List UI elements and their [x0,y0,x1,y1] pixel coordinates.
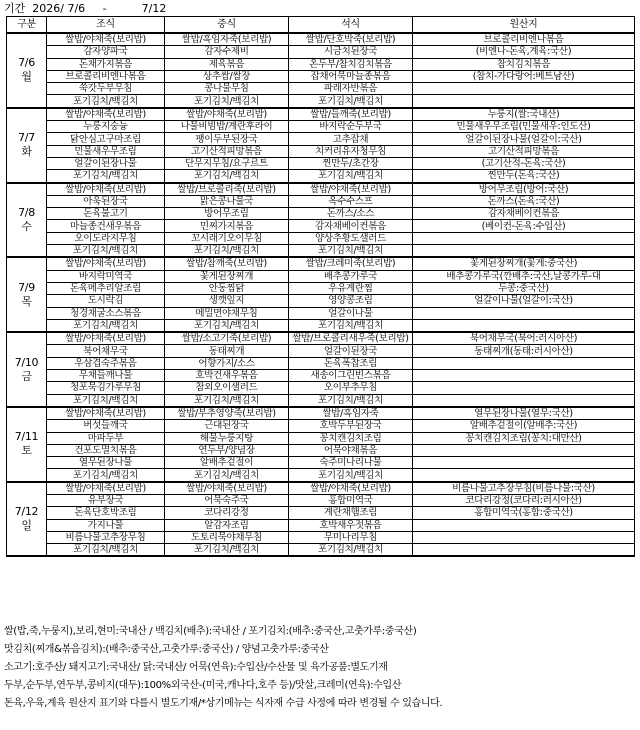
menu-row [7,332,635,345]
origin-cell [413,444,635,456]
lunch-cell: 참외오이샐러드 [165,382,289,394]
dinner-cell: 파래자반볶음 [289,83,413,95]
day-date: 7/11 [14,430,39,444]
day-weekday: 목 [21,294,32,308]
dinner-cell: 오이부추무침 [289,382,413,394]
origin-cell: (비엔나-돈육,계육:국산) [413,46,635,58]
lunch-cell: 나물비빔밥/계란후라이 [165,121,289,133]
origin-cell: 동태찌개(동태:러시아산) [413,345,635,357]
dinner-cell: 어묵야채볶음 [289,444,413,456]
breakfast-cell: 누룽지숭늉 [47,121,165,133]
lunch-cell: 쌀밥/브로콜리죽(보리밥) [165,183,289,196]
header-breakfast: 조식 [47,17,165,34]
menu-row [7,482,635,495]
dinner-cell: 돈육폭찹조림 [289,357,413,369]
dinner-cell: 홍합미역국 [289,494,413,506]
breakfast-cell: 돈육메추리알조림 [47,282,165,294]
breakfast-cell: 쌀밥/야채죽(보리밥) [47,33,165,46]
breakfast-cell: 브로콜리비엔나볶음 [47,70,165,82]
dinner-cell: 온두부/참치김치볶음 [289,58,413,70]
dinner-cell: 찐만두/초간장 [289,157,413,169]
lunch-cell: 쌀밥/참깨죽(보리밥) [165,257,289,270]
lunch-cell: 생깻잎지 [165,295,289,307]
lunch-cell: 어향가지/소스 [165,357,289,369]
note-line: 쌀(밥,죽,누룽지),보리,현미:국내산 / 백김치(배추):국내산 / 포기김치:(배추:중국산,고춧가루:중국산) [4,626,417,637]
menu-row [7,183,635,196]
origin-cell: 북어채무국(북어:러시아산) [413,332,635,345]
day-label [7,108,47,183]
menu-row [7,70,635,82]
breakfast-cell: 가지나물 [47,519,165,531]
origin-cell: 홍합미역국(홍합:중국산) [413,507,635,519]
dinner-cell: 쌀밥/야채죽(보리밥) [289,183,413,196]
day-date: 7/8 [18,205,35,219]
menu-row [7,544,635,557]
lunch-cell: 쌀밥/흑임자죽(보리밥) [165,33,289,46]
dinner-cell: 시금치된장국 [289,46,413,58]
dinner-cell: 포기김치/백김치 [289,170,413,183]
menu-row [7,33,635,46]
origin-cell [413,232,635,244]
menu-row [7,157,635,169]
dinner-cell: 호박두부된장국 [289,420,413,432]
origin-cell [413,357,635,369]
origin-cell: 누룽지(쌀:국내산) [413,108,635,121]
breakfast-cell: 쌀밥/야채죽(보리밥) [47,183,165,196]
origin-cell: 꽁치캔김치조림(꽁치:대만산) [413,432,635,444]
dinner-cell: 감자채베이컨볶음 [289,220,413,232]
header-dinner: 석식 [289,17,413,34]
origin-cell: 브로콜리비엔나볶음 [413,33,635,46]
menu-row [7,357,635,369]
breakfast-cell: 포기김치/백김치 [47,170,165,183]
breakfast-cell: 북어채무국 [47,345,165,357]
menu-row [7,307,635,319]
breakfast-cell: 포기김치/백김치 [47,95,165,108]
day-date: 7/12 [14,505,39,519]
menu-row [7,494,635,506]
day-label [7,482,47,557]
origin-cell: 코다리강정(코다리:러시아산) [413,494,635,506]
breakfast-cell: 포기김치/백김치 [47,394,165,407]
dinner-cell: 계란채햄조림 [289,507,413,519]
lunch-cell: 도토리묵야채무침 [165,531,289,543]
day-weekday: 월 [21,70,32,84]
breakfast-cell: 유부장국 [47,494,165,506]
menu-row [7,432,635,444]
breakfast-cell: 포기김치/백김치 [47,319,165,332]
origin-cell: 참치김치볶음 [413,58,635,70]
note-line: 두부,순두부,연두부,콩비지(대두):100%외국산-(미국,캐나다,호주 등)/맛살,크레미(연육):수입산 [4,680,402,691]
menu-body [7,33,635,556]
menu-row [7,58,635,70]
day-label [7,407,47,482]
dinner-cell: 쌀밥/야채죽(보리밥) [289,482,413,495]
breakfast-cell: 닭안심고구마조림 [47,133,165,145]
menu-row [7,394,635,407]
day-date: 7/7 [18,131,35,145]
menu-row [7,108,635,121]
origin-cell: 얼갈이나물(얼갈이:국산) [413,295,635,307]
dinner-cell: 쌀밥/브로콜리새우죽(보리밥) [289,332,413,345]
day-weekday: 금 [21,369,32,383]
dinner-cell: 배추콩가루국 [289,270,413,282]
menu-row [7,519,635,531]
lunch-cell: 쌀밥/소고기죽(보리밥) [165,332,289,345]
dinner-cell: 얼갈이나물 [289,307,413,319]
dinner-cell: 포기김치/백김치 [289,319,413,332]
dinner-cell: 포기김치/백김치 [289,469,413,482]
origin-cell: 고기산적피망볶음 [413,145,635,157]
breakfast-cell: 마파두부 [47,432,165,444]
menu-row [7,145,635,157]
day-weekday: 일 [21,519,32,533]
dinner-cell: 포기김치/백김치 [289,245,413,258]
period-label: 기간 [4,2,26,15]
dinner-cell: 호박새우젓볶음 [289,519,413,531]
origin-cell: 방어무조림(방어:국산) [413,183,635,196]
lunch-cell: 고기산적피망볶음 [165,145,289,157]
breakfast-cell: 쌀밥/야채죽(보리밥) [47,407,165,420]
lunch-cell: 단무지무침/요구르트 [165,157,289,169]
menu-row [7,370,635,382]
origin-cell [413,382,635,394]
origin-cell: 비름나물고추장무침(비름나물:국산) [413,482,635,495]
dinner-cell: 숙주미나리나물 [289,457,413,469]
menu-row [7,345,635,357]
period-start: 2026/ 7/6 [32,2,86,15]
dinner-cell: 바지락순두부국 [289,121,413,133]
dinner-cell: 영양콩조림 [289,295,413,307]
lunch-cell: 호박건새우볶음 [165,370,289,382]
dinner-cell: 잡채어묵마늘종볶음 [289,70,413,82]
breakfast-cell: 무채들깨나물 [47,370,165,382]
menu-row [7,319,635,332]
dinner-cell: 우유계란찜 [289,282,413,294]
lunch-cell: 쌀밥/야채죽(보리밥) [165,482,289,495]
menu-row [7,232,635,244]
dinner-cell: 치커리유자청무침 [289,145,413,157]
origin-cell [413,457,635,469]
breakfast-cell: 비름나물고추장무침 [47,531,165,543]
menu-row [7,382,635,394]
lunch-cell: 콩나물무침 [165,83,289,95]
breakfast-cell: 청포묵김가루무침 [47,382,165,394]
origin-cell: (베이컨-돈육:수입산) [413,220,635,232]
lunch-cell: 팽이두부된장국 [165,133,289,145]
menu-row [7,444,635,456]
lunch-cell: 쌀밥/야채죽(보리밥) [165,108,289,121]
header-origin: 원산지 [413,17,635,34]
menu-row [7,457,635,469]
origin-cell [413,469,635,482]
dinner-cell: 새송이그린빈스볶음 [289,370,413,382]
lunch-cell: 꽃게된장찌개 [165,270,289,282]
day-weekday: 화 [21,145,32,159]
menu-row [7,420,635,432]
origin-cell [413,83,635,95]
lunch-cell: 알감자조림 [165,519,289,531]
lunch-cell: 포기김치/백김치 [165,319,289,332]
breakfast-cell: 청경채굴소스볶음 [47,307,165,319]
period-end: 7/12 [141,2,167,15]
breakfast-cell: 돈육불고기 [47,208,165,220]
menu-row [7,407,635,420]
breakfast-cell: 돈육단호박조림 [47,507,165,519]
origin-notes [4,623,636,713]
menu-row [7,46,635,58]
dinner-cell: 무미나리무침 [289,531,413,543]
dinner-cell: 꽁치캔김치조림 [289,432,413,444]
breakfast-cell: 민물새우무조림 [47,145,165,157]
day-date: 7/10 [14,355,39,369]
lunch-cell: 연두부/양념장 [165,444,289,456]
lunch-cell: 꼬시래기오이무침 [165,232,289,244]
origin-cell: 얼갈이된장나물(얼갈이:국산) [413,133,635,145]
lunch-cell: 감자수제비 [165,46,289,58]
menu-row [7,133,635,145]
menu-row [7,95,635,108]
breakfast-cell: 쌀밥/야채죽(보리밥) [47,257,165,270]
breakfast-cell: 얼갈이된장나물 [47,157,165,169]
breakfast-cell: 돈채가지볶음 [47,58,165,70]
origin-cell: (참치-가다랑어:베트남산) [413,70,635,82]
dinner-cell: 얼갈이된장국 [289,345,413,357]
origin-cell: 꽃게된장찌개(꽃게:중국산) [413,257,635,270]
day-date: 7/6 [18,56,35,70]
dinner-cell: 포기김치/백김치 [289,394,413,407]
day-label [7,332,47,407]
menu-row [7,531,635,543]
lunch-cell: 제육볶음 [165,58,289,70]
origin-cell: 알배추겉절이(알배추:국산) [413,420,635,432]
breakfast-cell: 버섯들깨국 [47,420,165,432]
day-date: 7/9 [18,280,35,294]
breakfast-cell: 열무된장나물 [47,457,165,469]
breakfast-cell: 쌀밥/야채죽(보리밥) [47,108,165,121]
breakfast-cell: 쑥갓두부무침 [47,83,165,95]
origin-cell: (고기산적-돈육:국산) [413,157,635,169]
menu-row [7,507,635,519]
note-line: 맛김치(찌개&볶음김치):(배추:중국산,고춧가루:중국산) / 양념고춧가루:중국산 [4,644,329,655]
note-line: 소고기:호주산/ 돼지고기:국내산/ 닭:국내산/ 어묵(연육):수입산/수산물 및 육가공품:별도기재 [4,662,388,673]
day-weekday: 토 [21,444,32,458]
lunch-cell: 쌀밥/부추영양죽(보리밥) [165,407,289,420]
breakfast-cell: 오이도라지무침 [47,232,165,244]
breakfast-cell: 마늘종건새우볶음 [47,220,165,232]
origin-cell [413,394,635,407]
lunch-cell: 포기김치/백김치 [165,95,289,108]
lunch-cell: 동태찌개 [165,345,289,357]
breakfast-cell: 건포도멸치볶음 [47,444,165,456]
period-dash: - [102,2,107,15]
lunch-cell: 맑은콩나물국 [165,195,289,207]
lunch-cell: 안동찜닭 [165,282,289,294]
header-row [7,17,635,34]
lunch-cell: 알배추겉절이 [165,457,289,469]
origin-cell [413,544,635,557]
menu-row [7,220,635,232]
dinner-cell: 쌀밥/들깨죽(보리밥) [289,108,413,121]
header-lunch: 중식 [165,17,289,34]
day-label [7,257,47,332]
origin-cell [413,95,635,108]
dinner-cell: 포기김치/백김치 [289,544,413,557]
dinner-cell: 옥수수스프 [289,195,413,207]
menu-row [7,245,635,258]
breakfast-cell: 쌀밥/야채죽(보리밥) [47,332,165,345]
origin-cell: 열무된장나물(열무:국산) [413,407,635,420]
lunch-cell: 해물누룽지탕 [165,432,289,444]
menu-row [7,295,635,307]
note-line: 돈육,우육,계육 원산지 표기와 다를시 별도기재/*상기메뉴는 식자재 수급 사정에 따라 변경될 수 있습니다. [4,698,443,709]
breakfast-cell: 우삼겹숙주볶음 [47,357,165,369]
breakfast-cell: 바지락미역국 [47,270,165,282]
menu-row [7,121,635,133]
breakfast-cell: 도시락김 [47,295,165,307]
origin-cell: 돈까스(돈육:국산) [413,195,635,207]
breakfast-cell: 포기김치/백김치 [47,544,165,557]
lunch-cell: 메밀면야채무침 [165,307,289,319]
origin-cell: 두콩:중국산) [413,282,635,294]
origin-cell: 배추콩가루국(깐배추:국산,날콩가루-대 [413,270,635,282]
day-label [7,183,47,258]
menu-row [7,257,635,270]
origin-cell [413,370,635,382]
lunch-cell: 방어무조림 [165,208,289,220]
origin-cell: 감자채베이컨볶음 [413,208,635,220]
origin-cell [413,319,635,332]
lunch-cell: 포기김치/백김치 [165,170,289,183]
origin-cell [413,245,635,258]
menu-row [7,195,635,207]
dinner-cell: 쌀밥/단호박죽(보리밥) [289,33,413,46]
lunch-cell: 민찌가지볶음 [165,220,289,232]
weekly-menu-table [6,16,635,557]
breakfast-cell: 아욱된장국 [47,195,165,207]
dinner-cell: 포기김치/백김치 [289,95,413,108]
lunch-cell: 포기김치/백김치 [165,469,289,482]
breakfast-cell: 쌀밥/야채죽(보리밥) [47,482,165,495]
lunch-cell: 포기김치/백김치 [165,394,289,407]
origin-cell [413,531,635,543]
day-weekday: 수 [21,219,32,233]
lunch-cell: 코다리강정 [165,507,289,519]
menu-row [7,270,635,282]
lunch-cell: 근대된장국 [165,420,289,432]
breakfast-cell: 포기김치/백김치 [47,469,165,482]
header-division: 구분 [7,17,47,34]
origin-cell [413,519,635,531]
dinner-cell: 쌀밥/흑임자죽 [289,407,413,420]
dinner-cell: 고추잡채 [289,133,413,145]
lunch-cell: 포기김치/백김치 [165,245,289,258]
breakfast-cell: 포기김치/백김치 [47,245,165,258]
day-label [7,33,47,108]
lunch-cell: 상추쌈/쌈장 [165,70,289,82]
lunch-cell: 포기김치/백김치 [165,544,289,557]
breakfast-cell: 감자양파국 [47,46,165,58]
dinner-cell: 쌀밥/크레미죽(보리밥) [289,257,413,270]
menu-row [7,208,635,220]
origin-cell [413,307,635,319]
dinner-cell: 양상추황도샐러드 [289,232,413,244]
menu-row [7,170,635,183]
menu-row [7,83,635,95]
origin-cell: 찐만두(돈육:국산) [413,170,635,183]
lunch-cell: 어묵숙주국 [165,494,289,506]
period-line [4,2,166,16]
dinner-cell: 돈까스/소스 [289,208,413,220]
menu-row [7,469,635,482]
menu-row [7,282,635,294]
origin-cell: 민물새우무조림(민물새우:인도산) [413,121,635,133]
